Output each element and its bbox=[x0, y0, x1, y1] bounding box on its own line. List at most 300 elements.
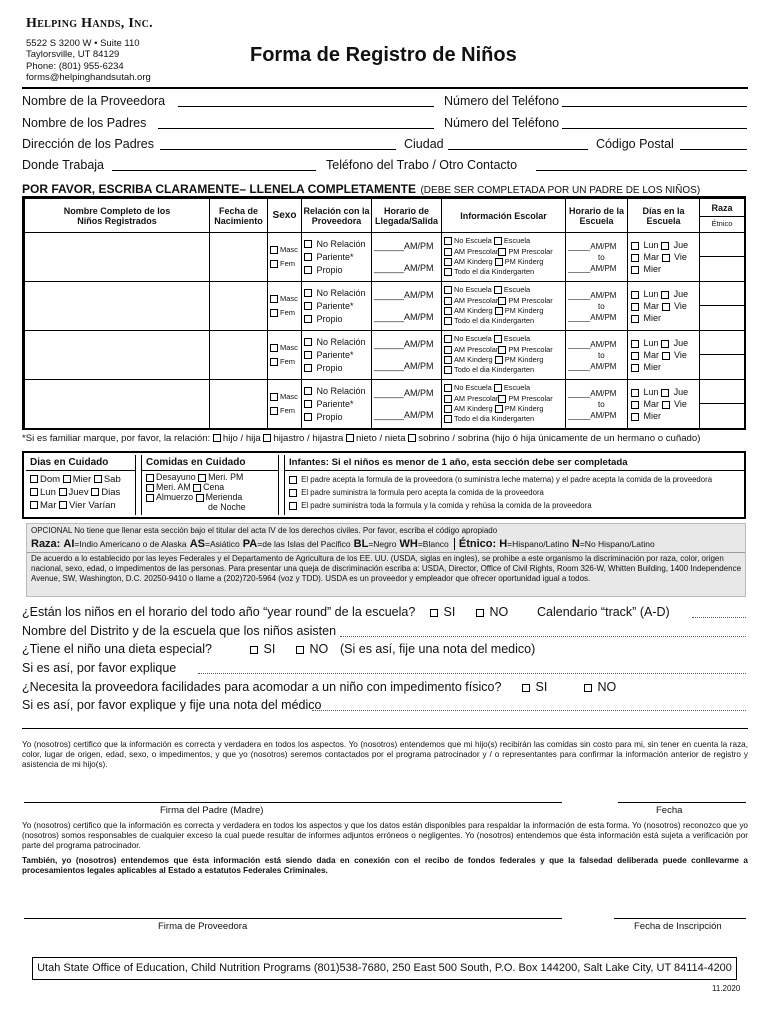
phone2-field[interactable] bbox=[562, 128, 747, 129]
pm-preschool-checkbox[interactable] bbox=[498, 395, 506, 403]
care-days-title: Dias en Cuidado bbox=[26, 455, 135, 471]
form-title: Forma de Registro de Niños bbox=[250, 44, 517, 66]
q-disability-si bbox=[522, 680, 547, 694]
meal-almuerzo-checkbox[interactable] bbox=[146, 494, 154, 502]
day-mar-label: Mar bbox=[643, 252, 660, 262]
child-dob-cell[interactable] bbox=[210, 331, 268, 380]
q-district: Nombre del Distrito y de la escuela que los niños asisten bbox=[22, 624, 337, 638]
parents-name-field[interactable] bbox=[158, 128, 434, 129]
meal-cena-checkbox[interactable] bbox=[193, 484, 201, 492]
q-diet-no bbox=[296, 642, 328, 656]
school-checkbox[interactable] bbox=[494, 237, 502, 245]
child-school-days-cell bbox=[628, 233, 700, 282]
sex-fem-checkbox[interactable] bbox=[270, 358, 278, 366]
pm-kinder-checkbox[interactable] bbox=[495, 405, 503, 413]
day-vie-checkbox[interactable] bbox=[662, 352, 670, 360]
school-start-ampm[interactable]: AM/PM bbox=[590, 241, 617, 251]
ethnic-field[interactable] bbox=[700, 355, 744, 379]
sex-masc-label: Masc bbox=[280, 392, 298, 401]
am-kinder-checkbox[interactable] bbox=[444, 405, 452, 413]
care-varian-label: Varían bbox=[88, 500, 116, 511]
race-field[interactable] bbox=[700, 331, 744, 355]
eth-h-text: =Hispano/Latino bbox=[507, 539, 569, 549]
school-checkbox[interactable] bbox=[494, 335, 502, 343]
sex-fem-label: Fem bbox=[280, 357, 295, 366]
am-preschool-label: AM Prescolar bbox=[454, 393, 499, 403]
child-school-cell bbox=[442, 380, 566, 429]
child-school-hours-cell: _____AM/PM to _____AM/PM bbox=[566, 331, 628, 380]
sex-masc-label: Masc bbox=[280, 343, 298, 352]
day-mar-checkbox[interactable] bbox=[631, 352, 639, 360]
pm-kinder-label: PM Kinderg bbox=[504, 257, 544, 266]
care-section bbox=[22, 451, 746, 519]
day-mier-label: Mier bbox=[643, 411, 662, 421]
q3-no-label: NO bbox=[309, 642, 329, 656]
zip-field[interactable] bbox=[680, 149, 747, 150]
day-mier-label: Mier bbox=[643, 362, 662, 372]
work-label: Donde Trabaja bbox=[22, 158, 105, 172]
school-end-ampm[interactable]: AM/PM bbox=[590, 410, 617, 420]
child-row bbox=[25, 233, 745, 282]
col-race-ethnic bbox=[700, 199, 745, 233]
provider-name-field[interactable] bbox=[178, 106, 434, 107]
day-mar-checkbox[interactable] bbox=[631, 303, 639, 311]
child-school-days-cell bbox=[628, 331, 700, 380]
rel-none-checkbox[interactable] bbox=[304, 289, 312, 297]
pm-preschool-label: PM Prescolar bbox=[508, 393, 553, 403]
meal-desayuno-checkbox[interactable] bbox=[146, 474, 154, 482]
care-dias-label: Dias bbox=[101, 487, 121, 498]
phone-field[interactable] bbox=[562, 106, 747, 107]
phone-label: Número del Teléfono bbox=[444, 94, 560, 108]
day-mier-label: Mier bbox=[643, 264, 662, 274]
school-checkbox[interactable] bbox=[494, 286, 502, 294]
care-juev-checkbox[interactable] bbox=[59, 488, 67, 496]
instruction-main: POR FAVOR, ESCRIBA CLARAMENTE– LLENELA COMPLETAMENTE bbox=[22, 182, 417, 196]
race-field[interactable] bbox=[700, 282, 744, 306]
provider-signature-line[interactable] bbox=[24, 918, 562, 919]
ethnic-field[interactable] bbox=[700, 404, 744, 428]
am-kinder-label: AM Kinderg bbox=[454, 404, 493, 413]
enroll-date-label: Fecha de Inscripción bbox=[634, 921, 722, 932]
race-bl-code: BL bbox=[353, 538, 369, 550]
rel-child-checkbox[interactable] bbox=[213, 434, 221, 442]
rel-none-label: No Relación bbox=[316, 336, 366, 347]
care-mier-label: Mier bbox=[72, 474, 92, 485]
work-phone-label: Teléfono del Trabo / Otro Contacto bbox=[326, 158, 518, 172]
relative-note bbox=[22, 433, 700, 444]
footer-version: 11.2020 bbox=[712, 984, 741, 993]
infant-opt3-checkbox[interactable] bbox=[289, 502, 297, 510]
no-school-checkbox[interactable] bbox=[444, 384, 452, 392]
all-day-kinder-label: Todo el dia Kindergarten bbox=[454, 365, 535, 375]
q-year-round: ¿Están los niños en el horario del todo año “year round” de la escuela? bbox=[22, 605, 416, 619]
day-lun-checkbox[interactable] bbox=[631, 340, 639, 348]
pm-preschool-checkbox[interactable] bbox=[498, 297, 506, 305]
eth-h-code: H bbox=[499, 538, 508, 550]
am-preschool-label: AM Prescolar bbox=[454, 295, 499, 305]
rel-none-checkbox[interactable] bbox=[304, 338, 312, 346]
rel-relative-checkbox[interactable] bbox=[304, 302, 312, 310]
departure-ampm[interactable]: AM/PM bbox=[404, 312, 434, 322]
no-school-label: No Escuela bbox=[454, 383, 492, 393]
pm-preschool-label: PM Prescolar bbox=[508, 344, 553, 354]
day-vie-label: Vie bbox=[674, 252, 687, 262]
school-hours-to: to bbox=[598, 252, 605, 262]
day-jue-checkbox[interactable] bbox=[661, 340, 669, 348]
day-mar-checkbox[interactable] bbox=[631, 254, 639, 262]
all-day-kinder-checkbox[interactable] bbox=[444, 366, 452, 374]
meal-meri-am-checkbox[interactable] bbox=[146, 484, 154, 492]
departure-ampm[interactable]: AM/PM bbox=[404, 410, 434, 420]
q3-si-checkbox[interactable] bbox=[250, 646, 258, 654]
org-address-line1: 5522 S 3200 W • Suite 110 bbox=[26, 38, 140, 49]
am-kinder-checkbox[interactable] bbox=[444, 307, 452, 315]
col-name: Nombre Completo de los Niños Registrados bbox=[25, 199, 210, 233]
school-start-ampm[interactable]: AM/PM bbox=[590, 290, 617, 300]
am-kinder-checkbox[interactable] bbox=[444, 258, 452, 266]
school-label: Escuela bbox=[503, 285, 531, 295]
rel-none-checkbox[interactable] bbox=[304, 240, 312, 248]
no-school-label: No Escuela bbox=[454, 285, 492, 295]
q-diet-si bbox=[250, 642, 275, 656]
pm-kinder-label: PM Kinderg bbox=[504, 355, 544, 364]
day-vie-checkbox[interactable] bbox=[662, 254, 670, 262]
care-lun-label: Lun bbox=[40, 487, 56, 498]
parents-name-label: Nombre de los Padres bbox=[22, 116, 147, 130]
day-jue-checkbox[interactable] bbox=[661, 242, 669, 250]
am-kinder-label: AM Kinderg bbox=[454, 257, 493, 266]
no-school-label: No Escuela bbox=[454, 236, 492, 246]
race-codes bbox=[27, 537, 745, 553]
day-mier-checkbox[interactable] bbox=[631, 364, 639, 372]
rel-own-checkbox[interactable] bbox=[304, 413, 312, 421]
meal-merienda-checkbox[interactable] bbox=[196, 494, 204, 502]
meal-meri-pm-label: Meri. PM bbox=[208, 472, 244, 482]
q1-no-checkbox[interactable] bbox=[476, 609, 484, 617]
optional-note: OPCIONAL No tiene que llenar esta sección bajo el titular del acta IV de los derechos civiles. Por favor, escriba el código apropiado bbox=[31, 526, 498, 535]
pm-preschool-checkbox[interactable] bbox=[498, 248, 506, 256]
child-name-cell[interactable] bbox=[25, 380, 210, 429]
infant-opt1-label: El padre acepta la formula de la proveedora (o suministra leche materna) y el padre acepta la comida de la proveedora bbox=[301, 475, 713, 484]
race-pa-text: =de las Islas del Pacifico bbox=[257, 539, 351, 549]
explain-field[interactable] bbox=[198, 673, 746, 674]
am-preschool-checkbox[interactable] bbox=[444, 248, 452, 256]
certify-federal-text: También, yo (nosotros) entendemos que ésta información está siendo dada en conexión con el recibo de fondos federales y que la falsedad deliberada puede conllevarme a procesamientos legales aplicables al Estado a estatutos Federales Criminales. bbox=[22, 856, 748, 875]
child-name-cell[interactable] bbox=[25, 282, 210, 331]
all-day-kinder-checkbox[interactable] bbox=[444, 317, 452, 325]
sex-masc-checkbox[interactable] bbox=[270, 295, 278, 303]
school-label: Escuela bbox=[503, 236, 531, 246]
child-row bbox=[25, 282, 745, 331]
am-preschool-checkbox[interactable] bbox=[444, 297, 452, 305]
meal-meri-am-label: Meri. AM bbox=[156, 482, 191, 492]
school-checkbox[interactable] bbox=[494, 384, 502, 392]
race-field[interactable] bbox=[700, 233, 744, 257]
parent-signature-line[interactable] bbox=[24, 802, 562, 803]
usda-statement: De acuerdo a lo establecido por las leyes Federales y el Departamento de Agricultura de los EE. UU. (USDA, siglas en ingles), se prohibe a este organismo la discriminación por raza, color, origen nacional, sexo, edad, o impedimentos de las personas. Para presentar una queja de discriminación escriba a: USDA, Director, Office of Civil Rights, Room 326-W, Whitten Building, 1400 Independence Avenue, SW, Washington, D.C. 20250-9410 o llame a (202)720-5964 (voz y TDD). USDA es un proveedor y empleador que ofrecer oportunidad igual a todos. bbox=[31, 554, 742, 583]
school-label: Escuela bbox=[503, 334, 531, 344]
track-field[interactable] bbox=[692, 617, 746, 618]
col-sex: Sexo bbox=[268, 199, 302, 233]
meal-almuerzo-label: Almuerzo bbox=[156, 492, 194, 502]
all-day-kinder-checkbox[interactable] bbox=[444, 415, 452, 423]
child-rows bbox=[25, 233, 745, 429]
enroll-date-line[interactable] bbox=[614, 918, 746, 919]
day-jue-checkbox[interactable] bbox=[661, 291, 669, 299]
sex-fem-checkbox[interactable] bbox=[270, 260, 278, 268]
care-lun-checkbox[interactable] bbox=[30, 488, 38, 496]
child-school-cell bbox=[442, 233, 566, 282]
child-race-ethnic-cell bbox=[700, 380, 745, 429]
rel-relative-checkbox[interactable] bbox=[304, 253, 312, 261]
org-address-line2: Taylorsville, UT 84129 bbox=[26, 49, 120, 61]
rel-own-checkbox[interactable] bbox=[304, 266, 312, 274]
care-vier-checkbox[interactable] bbox=[59, 501, 67, 509]
child-row bbox=[25, 380, 745, 429]
child-dob-cell[interactable] bbox=[210, 380, 268, 429]
day-lun-label: Lun bbox=[643, 387, 659, 397]
school-end-ampm[interactable]: AM/PM bbox=[590, 263, 617, 273]
am-preschool-label: AM Prescolar bbox=[454, 344, 499, 354]
sex-masc-checkbox[interactable] bbox=[270, 344, 278, 352]
arrival-ampm[interactable]: AM/PM bbox=[404, 388, 434, 398]
care-mier-checkbox[interactable] bbox=[63, 475, 71, 483]
day-mier-checkbox[interactable] bbox=[631, 315, 639, 323]
all-day-kinder-checkbox[interactable] bbox=[444, 268, 452, 276]
pm-kinder-label: PM Kinderg bbox=[504, 404, 544, 413]
ethnic-field[interactable] bbox=[700, 306, 744, 330]
col-time: Horario de Llegada/Salida bbox=[372, 199, 442, 233]
sex-masc-checkbox[interactable] bbox=[270, 246, 278, 254]
care-meals bbox=[141, 455, 279, 515]
care-mar-checkbox[interactable] bbox=[30, 501, 38, 509]
day-jue-checkbox[interactable] bbox=[661, 389, 669, 397]
q-year-round-no bbox=[476, 605, 508, 619]
day-jue-label: Jue bbox=[673, 240, 689, 250]
q-disability-no bbox=[584, 680, 616, 694]
school-start-ampm[interactable]: AM/PM bbox=[590, 339, 617, 349]
org-name: Helping Hands, Inc. bbox=[26, 16, 153, 31]
q5-si-label: SI bbox=[535, 680, 548, 694]
child-race-ethnic-cell bbox=[700, 331, 745, 380]
section-rule bbox=[22, 728, 748, 729]
relative-note-text: *Si es familiar marque, por favor, la relación: bbox=[22, 433, 211, 444]
rel-none-label: No Relación bbox=[316, 287, 366, 298]
all-day-kinder-label: Todo el dia Kindergarten bbox=[454, 414, 535, 424]
sex-masc-label: Masc bbox=[280, 294, 298, 303]
child-name-cell[interactable] bbox=[25, 331, 210, 380]
q5-si-checkbox[interactable] bbox=[522, 684, 530, 692]
pm-preschool-checkbox[interactable] bbox=[498, 346, 506, 354]
race-as-text: =Asiático bbox=[204, 539, 240, 549]
departure-ampm[interactable]: AM/PM bbox=[404, 361, 434, 371]
pm-kinder-label: PM Kinderg bbox=[504, 306, 544, 315]
q-track: Calendario “track” (A-D) bbox=[537, 605, 670, 619]
meal-meri-pm-checkbox[interactable] bbox=[198, 474, 206, 482]
no-school-checkbox[interactable] bbox=[444, 335, 452, 343]
infant-opt2-label: El padre suministra la formula pero acepta la comida de la proveedora bbox=[301, 488, 544, 497]
sex-masc-checkbox[interactable] bbox=[270, 393, 278, 401]
meal-desayuno-label: Desayuno bbox=[156, 472, 196, 482]
school-end-ampm[interactable]: AM/PM bbox=[590, 312, 617, 322]
pm-preschool-label: PM Prescolar bbox=[508, 246, 553, 256]
race-label: Raza: bbox=[31, 538, 61, 550]
certify-parent-text: Yo (nosotros) certifico que la información es correcta y verdadera en todos los aspectos. Yo (nosotros) entendemos que mi hijo(s) recibirán las comidas sin costo para mi, sin tener en cuenta la raza, color, lugar de origen, edad, sexo, o impedimentos, y que yo (nosotros) seremos contactados por el programa patrocinador y / o representantes para confirmar la información anterior de registro y asistencia de mi hijo(s). bbox=[22, 740, 748, 769]
work-field[interactable] bbox=[112, 170, 316, 171]
child-row bbox=[25, 331, 745, 380]
day-jue-label: Jue bbox=[673, 338, 689, 348]
city-field[interactable] bbox=[448, 149, 588, 150]
ethnic-label: Étnico: bbox=[458, 538, 497, 550]
child-school-days-cell bbox=[628, 282, 700, 331]
child-time-cell: ______AM/PM ______AM/PM bbox=[372, 233, 442, 282]
footer-office: Utah State Office of Education, Child Nutrition Programs (801)538-7680, 250 East 500 South, P.O. Box 144200, Salt Lake City, UT 84114-4200 bbox=[32, 957, 737, 980]
child-sex-cell bbox=[268, 380, 302, 429]
org-email: forms@helpinghandsutah.org bbox=[26, 71, 151, 83]
am-kinder-checkbox[interactable] bbox=[444, 356, 452, 364]
arrival-ampm[interactable]: AM/PM bbox=[404, 339, 434, 349]
school-start-ampm[interactable]: AM/PM bbox=[590, 388, 617, 398]
rel-own-label: Propio bbox=[316, 313, 343, 324]
day-vie-checkbox[interactable] bbox=[662, 401, 670, 409]
rel-own-label: Propio bbox=[316, 411, 343, 422]
am-preschool-label: AM Prescolar bbox=[454, 246, 499, 256]
rel-stepchild-checkbox[interactable] bbox=[263, 434, 271, 442]
child-relation-cell bbox=[302, 331, 372, 380]
departure-ampm[interactable]: AM/PM bbox=[404, 263, 434, 273]
certify-provider-text: Yo (nosotros) certifico que la información es correcta y verdadera en todos los aspectos y que los datos están disponibles para respaldar la información de esta forma. Yo (nosotros) reconozco que yo (nosotros) somos responsables de cualquier exceso la cual puede resultar de informes adjuntos erróneos o negligentes. Yo (nosotros) entendemos que ésta información está sujeta a verificación por parte del programa patrocinador. bbox=[22, 821, 748, 850]
day-jue-label: Jue bbox=[673, 387, 689, 397]
arrival-ampm[interactable]: AM/PM bbox=[404, 241, 434, 251]
optional-section bbox=[26, 523, 746, 597]
q3-no-checkbox[interactable] bbox=[296, 646, 304, 654]
sex-fem-label: Fem bbox=[280, 308, 295, 317]
rel-relative-checkbox[interactable] bbox=[304, 400, 312, 408]
provider-signature-label: Firma de Proveedora bbox=[158, 921, 248, 932]
race-bl-text: =Negro bbox=[368, 539, 397, 549]
day-vie-label: Vie bbox=[674, 301, 687, 311]
child-dob-cell[interactable] bbox=[210, 282, 268, 331]
infant-opt2-checkbox[interactable] bbox=[289, 489, 297, 497]
day-mier-label: Mier bbox=[643, 313, 662, 323]
child-time-cell: ______AM/PM ______AM/PM bbox=[372, 331, 442, 380]
org-address bbox=[26, 38, 151, 83]
race-field[interactable] bbox=[700, 380, 744, 404]
day-lun-checkbox[interactable] bbox=[631, 242, 639, 250]
rel-nephew-checkbox[interactable] bbox=[408, 434, 416, 442]
infant-opt1-checkbox[interactable] bbox=[289, 476, 297, 484]
care-dias-checkbox[interactable] bbox=[91, 488, 99, 496]
day-lun-checkbox[interactable] bbox=[631, 291, 639, 299]
am-kinder-label: AM Kinderg bbox=[454, 306, 493, 315]
school-end-ampm[interactable]: AM/PM bbox=[590, 361, 617, 371]
child-school-days-cell bbox=[628, 380, 700, 429]
sex-masc-label: Masc bbox=[280, 245, 298, 254]
day-mier-checkbox[interactable] bbox=[631, 413, 639, 421]
school-hours-to: to bbox=[598, 350, 605, 360]
care-sab-label: Sab bbox=[103, 474, 121, 485]
pm-kinder-checkbox[interactable] bbox=[495, 307, 503, 315]
child-race-ethnic-cell bbox=[700, 282, 745, 331]
rel-relative-checkbox[interactable] bbox=[304, 351, 312, 359]
arrival-ampm[interactable]: AM/PM bbox=[404, 290, 434, 300]
sex-fem-checkbox[interactable] bbox=[270, 309, 278, 317]
child-school-hours-cell: _____AM/PM to _____AM/PM bbox=[566, 282, 628, 331]
child-race-ethnic-cell bbox=[700, 233, 745, 282]
child-relation-cell bbox=[302, 233, 372, 282]
care-dom-label: Dom bbox=[40, 474, 61, 485]
col-race: Raza bbox=[700, 201, 744, 217]
sex-fem-label: Fem bbox=[280, 406, 295, 415]
rel-relative-label: Pariente* bbox=[316, 398, 354, 409]
parents-address-field[interactable] bbox=[160, 149, 396, 150]
col-ethnic: Étnico bbox=[711, 218, 733, 228]
rel-grandchild-checkbox[interactable] bbox=[346, 434, 354, 442]
no-school-checkbox[interactable] bbox=[444, 237, 452, 245]
pm-preschool-label: PM Prescolar bbox=[508, 295, 553, 305]
child-dob-cell[interactable] bbox=[210, 233, 268, 282]
q-disability-explain: Si es así, por favor explique y fije una nota del médico bbox=[22, 698, 322, 712]
care-dom-checkbox[interactable] bbox=[30, 475, 38, 483]
phone2-label: Número del Teléfono bbox=[444, 116, 560, 130]
race-ai-text: =Indio Americano o de Alaska bbox=[74, 539, 187, 549]
rel-own-checkbox[interactable] bbox=[304, 315, 312, 323]
sex-fem-checkbox[interactable] bbox=[270, 407, 278, 415]
ethnic-field[interactable] bbox=[700, 257, 744, 281]
am-preschool-checkbox[interactable] bbox=[444, 346, 452, 354]
child-relation-cell bbox=[302, 380, 372, 429]
child-school-cell bbox=[442, 331, 566, 380]
child-school-hours-cell: _____AM/PM to _____AM/PM bbox=[566, 380, 628, 429]
no-school-checkbox[interactable] bbox=[444, 286, 452, 294]
day-lun-checkbox[interactable] bbox=[631, 389, 639, 397]
all-day-kinder-label: Todo el dia Kindergarten bbox=[454, 316, 535, 326]
care-sab-checkbox[interactable] bbox=[94, 475, 102, 483]
q-year-round-si bbox=[430, 605, 455, 619]
q3-si-label: SI bbox=[263, 642, 276, 656]
care-vier-label: Vier bbox=[69, 500, 86, 511]
day-mar-checkbox[interactable] bbox=[631, 401, 639, 409]
q-explain: Si es así, por favor explique bbox=[22, 661, 177, 675]
am-preschool-checkbox[interactable] bbox=[444, 395, 452, 403]
work-phone-field[interactable] bbox=[536, 170, 747, 171]
meal-cena-label: Cena bbox=[203, 482, 225, 492]
day-mar-label: Mar bbox=[643, 399, 660, 409]
day-vie-checkbox[interactable] bbox=[662, 303, 670, 311]
pm-kinder-checkbox[interactable] bbox=[495, 356, 503, 364]
q1-si-checkbox[interactable] bbox=[430, 609, 438, 617]
col-relation: Relación con la Proveedora bbox=[302, 199, 372, 233]
child-relation-cell bbox=[302, 282, 372, 331]
district-field[interactable] bbox=[340, 636, 746, 637]
no-school-label: No Escuela bbox=[454, 334, 492, 344]
day-mier-checkbox[interactable] bbox=[631, 266, 639, 274]
all-day-kinder-label: Todo el dia Kindergarten bbox=[454, 267, 535, 277]
disability-explain-field[interactable] bbox=[312, 710, 746, 711]
child-name-cell[interactable] bbox=[25, 233, 210, 282]
rel-own-checkbox[interactable] bbox=[304, 364, 312, 372]
rel-none-checkbox[interactable] bbox=[304, 387, 312, 395]
q5-no-checkbox[interactable] bbox=[584, 684, 592, 692]
school-hours-to: to bbox=[598, 399, 605, 409]
rel-relative-label: Pariente* bbox=[316, 251, 354, 262]
parent-date-line[interactable] bbox=[618, 802, 746, 803]
rel-none-label: No Relación bbox=[316, 385, 366, 396]
pm-kinder-checkbox[interactable] bbox=[495, 258, 503, 266]
meal-de-noche-label: de Noche bbox=[208, 502, 246, 512]
child-sex-cell bbox=[268, 282, 302, 331]
